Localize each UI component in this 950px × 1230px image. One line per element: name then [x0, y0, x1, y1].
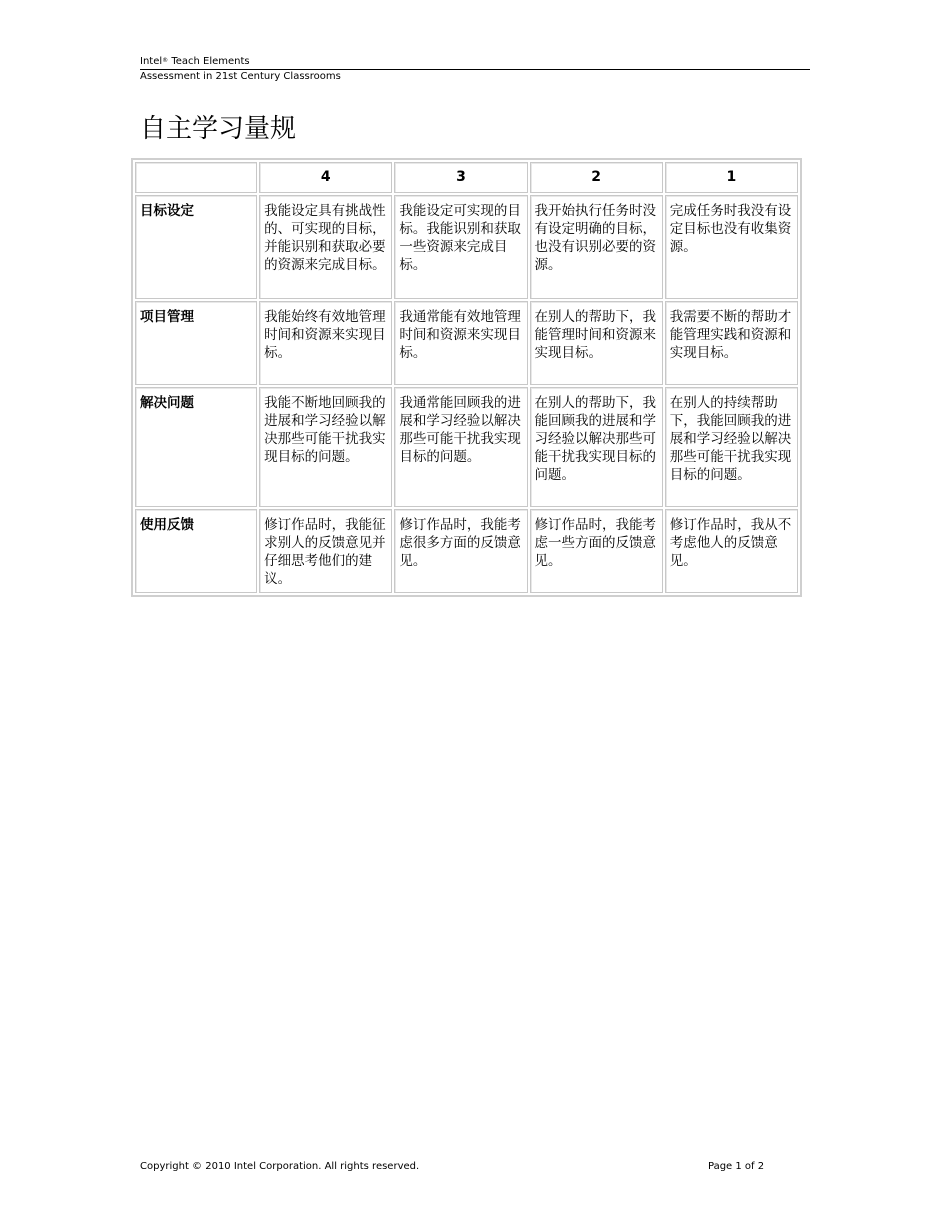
page-header: [140, 55, 810, 83]
criterion-cell: 使用反馈: [135, 509, 257, 593]
rubric-cell: 我能不断地回顾我的进展和学习经验以解决那些可能干扰我实现目标的问题。: [259, 387, 392, 507]
table-row: [135, 195, 798, 299]
column-header-2: 2: [530, 162, 663, 193]
criterion-cell: 目标设定: [135, 195, 257, 299]
rubric-cell: 完成任务时我没有设定目标也没有收集资源。: [665, 195, 798, 299]
table-row: [135, 509, 798, 593]
rubric-cell: 在别人的帮助下，我能管理时间和资源来实现目标。: [530, 301, 663, 385]
copyright-notice: Copyright © 2010 Intel Corporation. All rights reserved.: [140, 1161, 420, 1172]
rubric-cell: 我通常能有效地管理时间和资源来实现目标。: [394, 301, 527, 385]
header-brand: Intel: [140, 56, 163, 67]
rubric-cell: 修订作品时，我能考虑一些方面的反馈意见。: [530, 509, 663, 593]
rubric-header-row: [135, 162, 798, 193]
rubric-cell: 我需要不断的帮助才能管理实践和资源和实现目标。: [665, 301, 798, 385]
criterion-cell: 项目管理: [135, 301, 257, 385]
rubric-cell: 修订作品时，我从不考虑他人的反馈意见。: [665, 509, 798, 593]
column-header-3: 3: [394, 162, 527, 193]
rubric-cell: 我能设定具有挑战性的、可实现的目标，并能识别和获取必要的资源来完成目标。: [259, 195, 392, 299]
rubric-cell: 我能始终有效地管理时间和资源来实现目标。: [259, 301, 392, 385]
table-row: [135, 301, 798, 385]
column-header-blank: [135, 162, 257, 193]
rubric-cell: 在别人的持续帮助下，我能回顾我的进展和学习经验以解决那些可能干扰我实现目标的问题。: [665, 387, 798, 507]
page-number: Page 1 of 2: [708, 1161, 765, 1172]
rubric-table: [131, 158, 802, 597]
registered-mark: ®: [162, 57, 169, 64]
rubric-cell: 修订作品时，我能征求别人的反馈意见并仔细思考他们的建议。: [259, 509, 392, 593]
header-brand-rest: Teach Elements: [168, 56, 250, 67]
column-header-1: 1: [665, 162, 798, 193]
criterion-cell: 解决问题: [135, 387, 257, 507]
rubric-cell: 在别人的帮助下，我能回顾我的进展和学习经验以解决那些可能干扰我实现目标的问题。: [530, 387, 663, 507]
rubric-cell: 我能设定可实现的目标。我能识别和获取一些资源来完成目标。: [394, 195, 527, 299]
page-title: 自主学习量规: [140, 114, 297, 144]
header-brand-line: [140, 55, 810, 68]
header-subtitle: Assessment in 21st Century Classrooms: [140, 71, 341, 82]
rubric-cell: 我开始执行任务时没有设定明确的目标，也没有识别必要的资源。: [530, 195, 663, 299]
header-rule: [140, 69, 810, 70]
rubric-cell: 修订作品时，我能考虑很多方面的反馈意见。: [394, 509, 527, 593]
column-header-4: 4: [259, 162, 392, 193]
rubric-cell: 我通常能回顾我的进展和学习经验以解决那些可能干扰我实现目标的问题。: [394, 387, 527, 507]
table-row: [135, 387, 798, 507]
